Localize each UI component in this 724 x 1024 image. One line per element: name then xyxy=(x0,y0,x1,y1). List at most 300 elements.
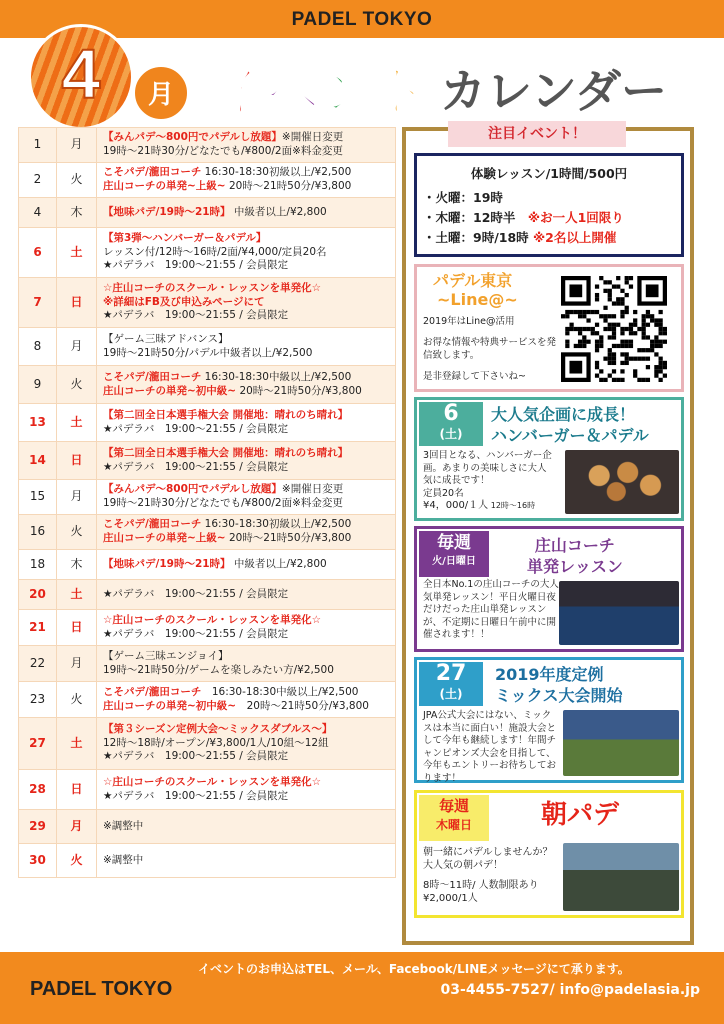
event-text: ※調整中 xyxy=(103,853,144,866)
event-text: ☆庄山コーチのスクール・レッスンを単発化☆ xyxy=(103,775,322,788)
qr-module xyxy=(625,280,629,284)
qr-module xyxy=(565,344,569,348)
calendar-event xyxy=(97,718,396,770)
burger-date-badge: 6 (土) xyxy=(419,402,483,446)
calendar-row xyxy=(19,580,396,610)
qr-module xyxy=(659,361,663,365)
calendar-weekday: 月 xyxy=(57,646,97,682)
calendar-weekday: 日 xyxy=(57,610,97,646)
qr-module xyxy=(578,340,582,344)
calendar-event xyxy=(97,610,396,646)
title-letter: ン xyxy=(318,60,372,125)
qr-module xyxy=(612,357,616,361)
calendar-day: 21 xyxy=(19,610,57,646)
qr-module xyxy=(569,323,573,327)
event-text: 19時～21時50分/パデル中級者以上/¥2,500 xyxy=(103,346,313,359)
qr-module xyxy=(659,310,663,314)
calendar-day: 30 xyxy=(19,844,57,878)
qr-module xyxy=(608,374,612,378)
qr-module xyxy=(565,327,569,331)
event-text: ※開催日変更 xyxy=(281,131,344,144)
qr-module xyxy=(646,378,650,382)
qr-module xyxy=(625,306,629,310)
calendar-day: 8 xyxy=(19,328,57,366)
qr-module xyxy=(608,352,612,356)
qr-module xyxy=(603,378,607,382)
calendar-weekday: 火 xyxy=(57,366,97,404)
calendar-row xyxy=(19,278,396,328)
qr-module xyxy=(608,289,612,293)
qr-module xyxy=(650,314,654,318)
qr-module xyxy=(599,378,603,382)
calendar-event xyxy=(97,328,396,366)
qr-module xyxy=(633,323,637,327)
calendar-day: 2 xyxy=(19,163,57,198)
event-text: ★パデラバ 19:00～21:55 / 会員限定 xyxy=(103,309,289,322)
qr-module xyxy=(637,357,641,361)
qr-module xyxy=(565,331,569,335)
calendar-event xyxy=(97,228,396,278)
calendar-row xyxy=(19,550,396,580)
qr-module xyxy=(569,284,582,297)
qr-module xyxy=(582,327,586,331)
morning-padel-card[interactable] xyxy=(414,790,684,918)
qr-module xyxy=(650,318,654,322)
qr-module xyxy=(612,352,616,356)
lesson-event-card[interactable] xyxy=(414,526,684,652)
qr-module xyxy=(620,331,624,335)
calendar-row xyxy=(19,366,396,404)
calendar-event xyxy=(97,163,396,198)
footer-contact[interactable]: 03-4455-7527/ info@padelasia.jp xyxy=(440,982,700,998)
calendar-weekday: 火 xyxy=(57,163,97,198)
qr-module xyxy=(663,361,667,365)
calendar-event xyxy=(97,770,396,810)
title-event xyxy=(210,48,426,128)
event-text: 【ゲーム三昧エンジョイ】 xyxy=(103,649,229,662)
qr-module xyxy=(642,327,646,331)
qr-module xyxy=(642,331,646,335)
event-text: ★パデラバ 19:00～21:55 / 会員限定 xyxy=(103,259,289,272)
calendar-day: 20 xyxy=(19,580,57,610)
qr-module xyxy=(595,310,599,314)
qr-module xyxy=(582,310,586,314)
qr-module xyxy=(642,323,646,327)
event-text: 19時～21時30分/どなたでも/¥800/2面※料金変更 xyxy=(103,145,343,157)
qr-module xyxy=(612,344,616,348)
qr-module xyxy=(608,293,612,297)
calendar-row xyxy=(19,328,396,366)
qr-module xyxy=(659,318,663,322)
qr-module xyxy=(642,378,646,382)
calendar-event xyxy=(97,442,396,480)
event-text: 16:30-18:30初級以上/¥2,500 xyxy=(201,166,352,179)
qr-module xyxy=(646,310,650,314)
event-text: こそパデ/瀧田コーチ xyxy=(103,685,202,698)
qr-module xyxy=(595,361,599,365)
qr-module xyxy=(646,284,659,297)
qr-module xyxy=(659,331,663,335)
trial-row: ・土曜：9時/18時 ※2名以上開催 xyxy=(423,230,617,245)
qr-module xyxy=(654,365,658,369)
qr-module xyxy=(612,284,616,288)
calendar-row xyxy=(19,128,396,163)
calendar-weekday: 土 xyxy=(57,404,97,442)
qr-module xyxy=(608,314,612,318)
qr-module xyxy=(586,318,590,322)
calendar-weekday: 木 xyxy=(57,198,97,228)
calendar-day: 7 xyxy=(19,278,57,328)
footer-bar xyxy=(0,952,724,1024)
qr-module xyxy=(654,374,658,378)
qr-module xyxy=(659,369,663,373)
calendar-day: 18 xyxy=(19,550,57,580)
qr-module xyxy=(659,344,663,348)
qr-module xyxy=(578,327,582,331)
qr-module xyxy=(616,323,620,327)
qr-module xyxy=(612,331,616,335)
event-text: 【ゲーム三昧アドバンス】 xyxy=(103,332,229,345)
morning-photo xyxy=(563,843,679,911)
qr-module xyxy=(595,374,599,378)
calendar-weekday: 火 xyxy=(57,515,97,550)
qr-module xyxy=(586,327,590,331)
qr-module xyxy=(629,327,633,331)
qr-module xyxy=(578,314,582,318)
calendar-weekday: 月 xyxy=(57,128,97,163)
qr-module xyxy=(574,310,578,314)
qr-module xyxy=(616,344,620,348)
event-text: 【第3弾～ハンバーガー＆パデル】 xyxy=(103,232,267,245)
qr-module xyxy=(608,323,612,327)
calendar-row xyxy=(19,228,396,278)
line-qr-code[interactable] xyxy=(560,276,668,382)
qr-module xyxy=(565,314,569,318)
qr-module xyxy=(595,365,599,369)
qr-module xyxy=(595,284,599,288)
morning-headline: 朝パデ xyxy=(541,800,620,830)
calendar-event xyxy=(97,515,396,550)
calendar-weekday: 火 xyxy=(57,844,97,878)
event-text: 【地味パデ/19時～21時】 xyxy=(103,557,231,570)
event-text: こそパデ/瀧田コーチ xyxy=(103,518,202,531)
morning-body: 朝一緒にパデルしませんか？大人気の朝パデ！ 8時～11時/ 人数制限あり ¥2,000/1人 xyxy=(423,847,553,904)
qr-module xyxy=(603,280,607,284)
qr-module xyxy=(637,378,641,382)
event-text: 【第二回全日本選手権大会 開催地：晴れのち晴れ】 xyxy=(103,408,349,421)
qr-module xyxy=(663,365,667,369)
calendar-day: 4 xyxy=(19,198,57,228)
qr-module xyxy=(625,293,629,297)
qr-module xyxy=(650,344,654,348)
qr-module xyxy=(616,378,620,382)
event-text: こそパデ/瀧田コーチ xyxy=(103,166,202,179)
qr-module xyxy=(625,276,629,280)
qr-module xyxy=(582,340,586,344)
event-text: 20時～21時50分/¥3,800 xyxy=(225,180,352,192)
event-text: ★パデラバ 19:00～21:55 / 会員限定 xyxy=(103,627,289,640)
month-label: 月 xyxy=(147,80,174,110)
event-text: 【みんパデ～800円でパデルし放題】 xyxy=(103,131,282,144)
event-text: 20時～21時50分/¥3,800 xyxy=(225,532,352,544)
qr-module xyxy=(603,327,607,331)
qr-module xyxy=(608,361,612,365)
qr-module xyxy=(642,357,646,361)
calendar-row xyxy=(19,844,396,878)
qr-module xyxy=(586,340,590,344)
burger-photo xyxy=(565,450,679,514)
qr-module xyxy=(642,348,646,352)
calendar-day: 1 xyxy=(19,128,57,163)
qr-module xyxy=(578,344,582,348)
qr-module xyxy=(659,357,663,361)
event-text: 【地味パデ/19時～21時】 xyxy=(103,205,231,218)
qr-module xyxy=(616,284,620,288)
qr-module xyxy=(642,318,646,322)
qr-module xyxy=(633,331,637,335)
qr-module xyxy=(603,314,607,318)
calendar-row xyxy=(19,404,396,442)
brand-title: PADEL TOKYO xyxy=(291,9,433,30)
mix-tournament-card[interactable] xyxy=(414,657,684,783)
qr-module xyxy=(625,361,629,365)
calendar-day: 16 xyxy=(19,515,57,550)
event-text: ☆庄山コーチのスクール・レッスンを単発化☆ xyxy=(103,613,322,626)
burger-body: 3回目となる、ハンバーガー企画。あまりの美味しさに大人気に成長です！ 定員20名 ¥4，000/１人 12時～16時 xyxy=(423,450,552,511)
page-title xyxy=(210,48,668,125)
qr-module xyxy=(633,318,637,322)
calendar-weekday: 土 xyxy=(57,718,97,770)
qr-module xyxy=(650,348,654,352)
event-calendar-table xyxy=(18,127,396,878)
qr-module xyxy=(663,327,667,331)
qr-module xyxy=(608,297,612,301)
calendar-row xyxy=(19,810,396,844)
qr-module xyxy=(637,327,641,331)
calendar-day: 29 xyxy=(19,810,57,844)
lesson-photo xyxy=(559,581,679,645)
qr-module xyxy=(569,327,573,331)
calendar-row xyxy=(19,442,396,480)
calendar-weekday: 月 xyxy=(57,810,97,844)
month-number: 4 xyxy=(61,35,101,113)
event-text: 19時～21時50分/ゲームを楽しみたい方/¥2,500 xyxy=(103,663,334,676)
qr-module xyxy=(599,344,603,348)
calendar-row xyxy=(19,770,396,810)
qr-module xyxy=(616,297,620,301)
line-subtitle: ~Line@~ xyxy=(437,290,518,309)
qr-module xyxy=(574,327,578,331)
event-text: ★パデラバ 19:00～21:55 / 会員限定 xyxy=(103,587,289,600)
calendar-row xyxy=(19,682,396,718)
calendar-day: 23 xyxy=(19,682,57,718)
calendar-day: 9 xyxy=(19,366,57,404)
trial-row: ・火曜：19時 xyxy=(423,190,503,205)
qr-module xyxy=(599,276,603,280)
qr-module xyxy=(612,323,616,327)
calendar-weekday: 日 xyxy=(57,278,97,328)
qr-module xyxy=(659,365,663,369)
event-text: 【第二回全日本選手権大会 開催地：晴れのち晴れ】 xyxy=(103,446,349,459)
calendar-row xyxy=(19,718,396,770)
event-text: 【みんパデ～800円でパデルし放題】 xyxy=(103,483,282,496)
qr-module xyxy=(608,357,612,361)
qr-module xyxy=(654,344,658,348)
event-text: 20時～21時50分/¥3,800 xyxy=(236,384,362,397)
qr-module xyxy=(578,331,582,335)
qr-module xyxy=(625,327,629,331)
qr-module xyxy=(612,314,616,318)
qr-module xyxy=(646,323,650,327)
qr-module xyxy=(663,331,667,335)
event-text: ★パデラバ 19:00～21:55 / 会員限定 xyxy=(103,460,289,473)
event-text: ※開催日変更 xyxy=(281,483,344,496)
qr-module xyxy=(629,323,633,327)
qr-module xyxy=(591,331,595,335)
event-text: 19時～21時30分/どなたでも/¥800/2面※料金変更 xyxy=(103,497,343,509)
calendar-row xyxy=(19,610,396,646)
qr-module xyxy=(612,361,616,365)
calendar-day: 14 xyxy=(19,442,57,480)
qr-module xyxy=(637,348,641,352)
qr-module xyxy=(642,314,646,318)
event-text: 16:30-18:30中級以上/¥2,500 xyxy=(201,685,359,698)
qr-module xyxy=(625,357,629,361)
event-text: 20時～21時50分/¥3,800 xyxy=(236,699,369,712)
calendar-event xyxy=(97,646,396,682)
qr-module xyxy=(620,289,624,293)
qr-module xyxy=(591,310,595,314)
qr-module xyxy=(569,361,582,374)
qr-module xyxy=(603,306,607,310)
calendar-day: 6 xyxy=(19,228,57,278)
qr-module xyxy=(612,369,616,373)
qr-module xyxy=(633,357,637,361)
qr-module xyxy=(595,340,599,344)
calendar-day: 22 xyxy=(19,646,57,682)
qr-module xyxy=(612,378,616,382)
footer-brand: PADEL TOKYO xyxy=(30,978,173,1000)
qr-module xyxy=(633,374,637,378)
footer-message: イベントのお申込はTEL、メール、Facebook/LINEメッセージにて承ります。 xyxy=(198,962,630,976)
calendar-weekday: 日 xyxy=(57,442,97,480)
calendar-weekday: 木 xyxy=(57,550,97,580)
lesson-weekly-badge: 毎週 火/日曜日 xyxy=(419,531,489,577)
title-letter: イ xyxy=(210,60,264,125)
qr-module xyxy=(620,340,624,344)
qr-module xyxy=(616,301,620,305)
calendar-event xyxy=(97,278,396,328)
morning-weekly-badge: 毎週 木曜日 xyxy=(419,795,489,841)
calendar-event xyxy=(97,366,396,404)
calendar-event xyxy=(97,404,396,442)
qr-module xyxy=(646,357,650,361)
qr-module xyxy=(569,310,573,314)
qr-module xyxy=(654,352,658,356)
qr-module xyxy=(654,340,658,344)
qr-module xyxy=(633,369,637,373)
event-text: 庄山コーチの単発~上級~ xyxy=(103,180,226,192)
qr-module xyxy=(595,297,599,301)
qr-module xyxy=(608,335,612,339)
calendar-row xyxy=(19,646,396,682)
event-text: ★パデラバ 19:00～21:55 / 会員限定 xyxy=(103,750,289,763)
event-text: ※調整中 xyxy=(103,819,144,832)
qr-module xyxy=(561,314,565,318)
title-letter: ト xyxy=(372,60,426,125)
burger-event-card[interactable] xyxy=(414,397,684,521)
qr-module xyxy=(599,314,603,318)
qr-module xyxy=(608,280,612,284)
qr-module xyxy=(591,327,595,331)
qr-module xyxy=(595,348,599,352)
qr-module xyxy=(659,378,663,382)
title-calendar: カレンダー xyxy=(440,64,668,118)
qr-module xyxy=(620,327,624,331)
event-text: ☆庄山コーチのスクール・レッスンを単発化☆ xyxy=(103,282,322,295)
calendar-weekday: 月 xyxy=(57,480,97,515)
qr-module xyxy=(654,318,658,322)
qr-module xyxy=(620,369,624,373)
qr-module xyxy=(646,365,650,369)
event-text: ★パデラバ 19:00～21:55 / 会員限定 xyxy=(103,789,289,802)
qr-module xyxy=(620,314,624,318)
qr-module xyxy=(603,357,607,361)
calendar-day: 13 xyxy=(19,404,57,442)
qr-module xyxy=(654,369,658,373)
featured-title: 注目イベント！ xyxy=(448,121,626,147)
lesson-headline: 庄山コーチ 単発レッスン xyxy=(527,536,623,576)
qr-module xyxy=(599,335,603,339)
qr-module xyxy=(654,323,658,327)
qr-module xyxy=(595,293,599,297)
qr-module xyxy=(565,310,569,314)
trial-row: ・木曜：12時半 ※お一人1回限り xyxy=(423,210,624,225)
burger-headline: 大人気企画に成長！ ハンバーガー＆パデル xyxy=(491,405,649,445)
event-text: こそパデ/瀧田コーチ xyxy=(103,370,202,383)
calendar-event xyxy=(97,810,396,844)
calendar-event xyxy=(97,480,396,515)
qr-module xyxy=(629,357,633,361)
qr-module xyxy=(620,344,624,348)
calendar-row xyxy=(19,163,396,198)
qr-module xyxy=(595,344,599,348)
calendar-day: 28 xyxy=(19,770,57,810)
qr-module xyxy=(599,369,603,373)
qr-module xyxy=(646,348,650,352)
qr-module xyxy=(646,335,650,339)
line-body: 2019年はLine@活用 お得な情報や特典サービスを発信致します。 是非登録して下さいね~ xyxy=(423,316,557,382)
qr-module xyxy=(608,327,612,331)
qr-module xyxy=(629,276,633,280)
calendar-day: 15 xyxy=(19,480,57,515)
calendar-row xyxy=(19,480,396,515)
calendar-weekday: 火 xyxy=(57,682,97,718)
calendar-event xyxy=(97,198,396,228)
qr-module xyxy=(659,340,663,344)
calendar-row xyxy=(19,515,396,550)
event-text: 庄山コーチの単発~初中級~ xyxy=(103,384,237,397)
qr-module xyxy=(595,323,599,327)
calendar-weekday: 日 xyxy=(57,770,97,810)
title-letter: ベ xyxy=(264,60,318,125)
mix-date-badge: 27 (土) xyxy=(419,662,483,706)
calendar-weekday: 月 xyxy=(57,328,97,366)
qr-module xyxy=(625,352,629,356)
qr-module xyxy=(582,344,586,348)
calendar-weekday: 土 xyxy=(57,228,97,278)
qr-module xyxy=(612,301,616,305)
